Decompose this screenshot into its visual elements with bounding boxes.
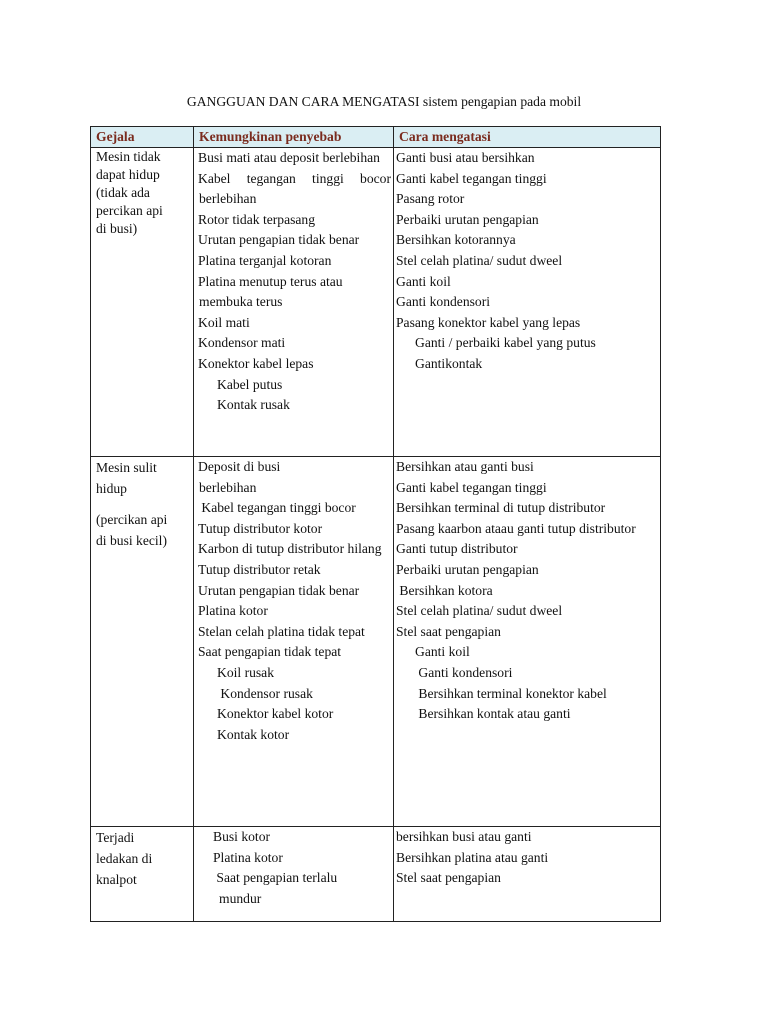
gejala-line: Terjadi [96,830,135,845]
list-item: Perbaiki urutan pengapian [396,211,539,227]
list-item: Kabel putus [217,376,283,392]
penyebab-list [199,148,391,416]
list-item: Koil rusak [217,664,275,680]
list-item: Kontak kotor [217,726,290,742]
list-item: Ganti koil [396,273,451,289]
list-item: Stel celah platina/ sudut dweel [396,603,563,619]
gejala-line: ledakan di [96,851,153,866]
header-gejala: Gejala [91,127,194,148]
list-item: Stel saat pengapian [396,870,501,886]
list-item: Karbon di tutup distributor hilang [198,541,382,557]
list-item: Saat pengapian terlalu mundur [213,870,338,906]
list-item: Kontak rusak [217,397,290,413]
table-header-row [91,127,661,148]
list-item: Stelan celah platina tidak tepat [198,623,365,639]
gejala-line: hidup [96,481,127,496]
list-item: Stel saat pengapian [396,623,501,639]
list-item: Ganti kondensori [396,294,491,310]
gejala-line: (tidak ada [96,185,150,200]
title-main: GANGGUAN DAN CARA MENGATASI [186,94,420,109]
gejala-line: dapat hidup [96,167,160,182]
list-item: Bersihkan terminal di tutup distributor [396,500,606,516]
list-item: Kondensor mati [198,335,286,351]
penyebab-cell [194,827,394,922]
list-item: Pasang konektor kabel yang lepas [396,314,581,330]
list-item: Urutan pengapian tidak benar [198,582,360,598]
gejala-cell [91,827,194,922]
list-item: Platina kotor [198,603,268,619]
list-item: Busi kotor [213,829,271,844]
penyebab-cell [194,148,394,457]
list-item: Platina kotor [213,849,283,865]
list-item: Ganti / perbaiki kabel yang putus [415,335,596,351]
list-item: Urutan pengapian tidak benar [198,232,360,248]
list-item: Pasang rotor [396,191,465,207]
cara-list [396,457,658,725]
list-item: Bersihkan platina atau ganti [396,849,549,865]
penyebab-list [199,827,391,909]
list-item: Bersihkan kontak atau ganti [415,706,571,722]
list-item: Kabel tegangan tinggi bocor berlebihan [198,170,391,207]
gejala-line: Mesin sulit [96,460,157,475]
list-item: Ganti tutup distributor [396,541,518,557]
list-item: Bersihkan atau ganti busi [396,459,534,474]
list-item: Konektor kabel kotor [217,706,334,722]
table-row [91,827,661,922]
penyebab-cell [194,457,394,827]
list-item: Stel celah platina/ sudut dweel [396,252,563,268]
list-item: Tutup distributor retak [198,561,321,577]
gejala-cell [91,148,194,457]
list-item: Tutup distributor kotor [198,520,323,536]
gejala-line: di busi kecil) [96,533,167,548]
list-item: Ganti kondensori [415,664,513,680]
cara-cell [394,457,661,827]
list-item: Bersihkan kotorannya [396,232,516,248]
cara-list [396,827,658,889]
list-item: Gantikontak [415,355,483,371]
list-item: Saat pengapian tidak tepat [198,644,342,660]
list-item: Ganti kabel tegangan tinggi [396,170,547,186]
list-item: bersihkan busi atau ganti [396,829,532,844]
list-item: Konektor kabel lepas [198,355,314,371]
header-cara: Cara mengatasi [394,127,661,148]
table-row [91,148,661,457]
list-item: Platina terganjal kotoran [198,252,332,268]
list-item: Kondensor rusak [217,685,313,701]
list-item: Busi mati atau deposit berlebihan [198,150,380,165]
gejala-spacer [96,499,191,509]
cara-cell [394,827,661,922]
gejala-line: Mesin tidak [96,149,161,164]
gejala-line: (percikan api [96,512,168,527]
list-item: Ganti busi atau bersihkan [396,150,535,165]
title-subtitle: sistem pengapian pada mobil [419,94,582,109]
gejala-line: di busi) [96,221,138,236]
troubleshooting-table [90,126,661,922]
list-item: Rotor tidak terpasang [198,211,316,227]
list-item: Koil mati [198,314,250,330]
gejala-line: percikan api [96,203,163,218]
cara-list [396,148,658,375]
list-item: Perbaiki urutan pengapian [396,561,539,577]
list-item: Platina menutup terus atau membuka terus [198,273,343,310]
list-item: Pasang kaarbon ataau ganti tutup distributor [396,520,636,536]
cara-cell [394,148,661,457]
header-penyebab: Kemungkinan penyebab [194,127,394,148]
penyebab-list [199,457,391,745]
document-title [0,93,768,110]
list-item: Ganti koil [415,644,470,660]
list-item: Ganti kabel tegangan tinggi [396,479,547,495]
gejala-cell [91,457,194,827]
gejala-line: knalpot [96,872,137,887]
list-item: Kabel tegangan tinggi bocor [198,500,356,516]
table-row [91,457,661,827]
list-item: Bersihkan kotora [396,582,493,598]
list-item: Deposit di busi berlebihan [198,459,281,495]
list-item: Bersihkan terminal konektor kabel [415,685,607,701]
